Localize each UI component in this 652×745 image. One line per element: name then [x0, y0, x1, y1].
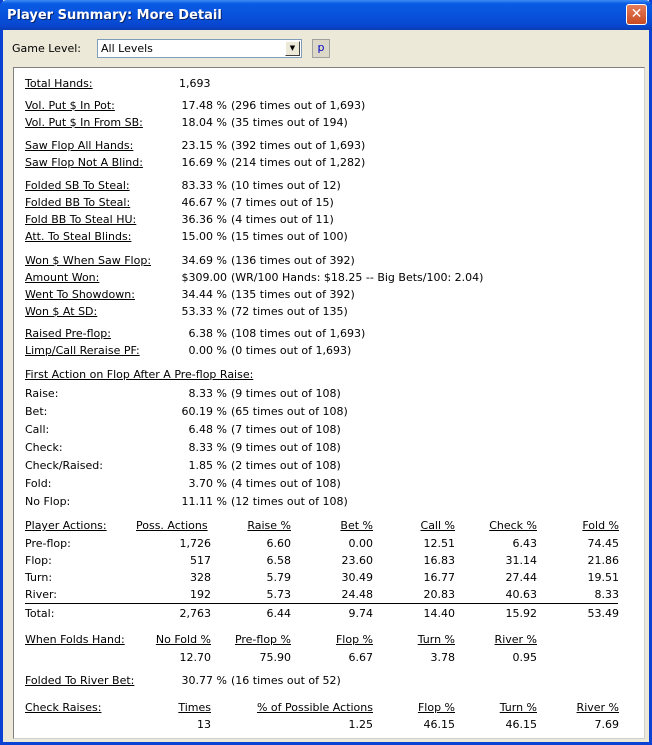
stat-detail: (108 times out of 1,693): [231, 327, 366, 340]
stat-pct: 46.67 %: [181, 196, 227, 209]
first-action-row: [14, 494, 644, 509]
first-action-label: Call:: [25, 423, 50, 436]
table-cell: 75.90: [259, 651, 291, 664]
stat-label[interactable]: Folded To River Bet:: [25, 674, 135, 687]
first-action-row: [14, 458, 644, 473]
table-cell: 6.43: [512, 537, 537, 550]
stat-detail: (15 times out of 100): [231, 230, 348, 243]
col-header[interactable]: River %: [494, 633, 537, 646]
first-action-pct: 3.70 %: [188, 477, 227, 490]
stat-pct: 36.36 %: [181, 213, 227, 226]
table-row: [14, 553, 644, 568]
table-cell: 53.49: [587, 607, 619, 620]
table-cell: 46.15: [505, 718, 537, 731]
table-cell: 9.74: [348, 607, 373, 620]
stat-pct: 15.00 %: [181, 230, 227, 243]
table-cell: Total:: [25, 607, 55, 620]
stat-label[interactable]: Total Hands:: [25, 77, 93, 90]
stat-row-amount-won: [14, 270, 644, 285]
stat-row-folded-bb-steal: [14, 195, 644, 210]
first-action-row: [14, 386, 644, 401]
check-raises-heading[interactable]: Check Raises:: [25, 701, 102, 714]
col-header[interactable]: Turn %: [417, 633, 455, 646]
table-cell: 8.33: [594, 588, 619, 601]
stat-row-fold-bb-steal-hu: [14, 212, 644, 227]
table-cell: 6.44: [266, 607, 291, 620]
table-row: [14, 587, 644, 602]
first-action-detail: (65 times out of 108): [231, 405, 348, 418]
first-action-row: [14, 422, 644, 437]
first-action-label: Check:: [25, 441, 63, 454]
table-cell: 14.40: [423, 607, 455, 620]
player-actions-heading[interactable]: Player Actions:: [25, 519, 107, 532]
stat-pct: 6.38 %: [188, 327, 227, 340]
stat-pct: 34.69 %: [181, 254, 227, 267]
table-cell: Turn:: [25, 571, 53, 584]
table-row: [14, 570, 644, 585]
col-header[interactable]: Flop %: [417, 701, 455, 714]
table-cell: 23.60: [341, 554, 373, 567]
stat-label[interactable]: Fold BB To Steal HU:: [25, 213, 137, 226]
stat-detail: (136 times out of 392): [231, 254, 355, 267]
table-cell: 24.48: [341, 588, 373, 601]
table-cell: 20.83: [423, 588, 455, 601]
table-cell: 2,763: [179, 607, 211, 620]
first-action-label: Check/Raised:: [25, 459, 103, 472]
stat-row-saw-flop-not-blind: [14, 155, 644, 170]
stat-detail: (WR/100 Hands: $18.25 -- Big Bets/100: 2.04): [231, 271, 484, 284]
first-action-row: [14, 476, 644, 491]
stat-row-went-showdown: [14, 287, 644, 302]
stats-panel: [13, 67, 645, 739]
table-cell: 3.78: [430, 651, 455, 664]
first-action-pct: 8.33 %: [188, 387, 227, 400]
stat-detail: (214 times out of 1,282): [231, 156, 366, 169]
player-actions-header: [14, 518, 644, 533]
stat-row-folded-river-bet: [14, 673, 644, 688]
stat-row-total-hands: [14, 76, 644, 91]
stat-detail: (296 times out of 1,693): [231, 99, 366, 112]
stat-label[interactable]: Folded BB To Steal:: [25, 196, 131, 209]
check-raises-values: [14, 717, 644, 732]
first-action-detail: (2 times out of 108): [231, 459, 341, 472]
col-header[interactable]: Raise %: [247, 519, 291, 532]
stat-pct: 0.00 %: [188, 344, 227, 357]
col-header[interactable]: Times: [178, 701, 211, 714]
game-level-value: All Levels: [101, 42, 153, 55]
first-action-label: Raise:: [25, 387, 59, 400]
stat-label[interactable]: Saw Flop All Hands:: [25, 139, 134, 152]
stat-row-folded-sb-steal: [14, 178, 644, 193]
first-action-heading[interactable]: First Action on Flop After A Pre-flop Raise:: [25, 368, 254, 381]
table-cell: 16.77: [423, 571, 455, 584]
table-cell: 21.86: [587, 554, 619, 567]
stat-value: 1,693: [179, 77, 211, 90]
close-icon[interactable]: ✕: [626, 4, 647, 25]
col-header[interactable]: Poss. Actions: [136, 519, 208, 532]
table-cell: Flop:: [25, 554, 52, 567]
col-header[interactable]: No Fold %: [155, 633, 211, 646]
check-raises-header: [14, 700, 644, 715]
col-header[interactable]: Turn %: [499, 701, 537, 714]
table-cell: 192: [190, 588, 211, 601]
stat-label[interactable]: Folded SB To Steal:: [25, 179, 130, 192]
stat-detail: (35 times out of 194): [231, 116, 348, 129]
stat-pct: 23.15 %: [181, 139, 227, 152]
first-action-label: No Flop:: [25, 495, 71, 508]
first-action-heading-row: [14, 367, 644, 382]
table-cell: 5.73: [266, 588, 291, 601]
first-action-pct: 11.11 %: [181, 495, 227, 508]
stat-label[interactable]: Att. To Steal Blinds:: [25, 230, 132, 243]
stat-detail: (4 times out of 11): [231, 213, 334, 226]
table-cell: 6.67: [348, 651, 373, 664]
first-action-label: Fold:: [25, 477, 52, 490]
table-cell: 517: [190, 554, 211, 567]
table-cell: 74.45: [587, 537, 619, 550]
stat-pct: 17.48 %: [181, 99, 227, 112]
table-cell: 19.51: [587, 571, 619, 584]
first-action-detail: (12 times out of 108): [231, 495, 348, 508]
table-total-row: [14, 606, 644, 621]
stat-label[interactable]: Limp/Call Reraise PF:: [25, 344, 140, 357]
stat-pct: 18.04 %: [181, 116, 227, 129]
table-cell: 5.79: [266, 571, 291, 584]
table-cell: 6.60: [266, 537, 291, 550]
first-action-detail: (9 times out of 108): [231, 441, 341, 454]
col-header[interactable]: Bet %: [340, 519, 373, 532]
title-bar[interactable]: [0, 0, 652, 30]
stat-pct: 34.44 %: [181, 288, 227, 301]
col-header[interactable]: Call %: [420, 519, 455, 532]
stat-row-raised-pf: [14, 326, 644, 341]
table-cell: 46.15: [423, 718, 455, 731]
total-divider: [25, 603, 618, 604]
stat-detail: (16 times out of 52): [231, 674, 341, 687]
table-cell: 7.69: [594, 718, 619, 731]
col-header[interactable]: River %: [576, 701, 619, 714]
table-cell: 1,726: [179, 537, 211, 550]
stat-pct: 30.77 %: [181, 674, 227, 687]
chevron-down-icon[interactable]: ▼: [285, 41, 300, 56]
table-cell: 328: [190, 571, 211, 584]
table-cell: 13: [197, 718, 211, 731]
folds-hand-heading[interactable]: When Folds Hand:: [25, 633, 125, 646]
stat-row-limp-call-reraise: [14, 343, 644, 358]
stat-pct: 16.69 %: [181, 156, 227, 169]
stat-pct: 83.33 %: [181, 179, 227, 192]
stat-label[interactable]: Vol. Put $ In Pot:: [25, 99, 115, 112]
table-cell: 30.49: [341, 571, 373, 584]
stat-row-vpip-sb: [14, 115, 644, 130]
table-cell: River:: [25, 588, 58, 601]
first-action-detail: (4 times out of 108): [231, 477, 341, 490]
table-cell: 15.92: [505, 607, 537, 620]
table-cell: 12.70: [179, 651, 211, 664]
toolbar: [3, 30, 649, 64]
table-cell: 40.63: [505, 588, 537, 601]
stat-detail: (7 times out of 15): [231, 196, 334, 209]
folds-hand-header: [14, 632, 644, 647]
stat-label[interactable]: Won $ When Saw Flop:: [25, 254, 152, 267]
col-header[interactable]: Check %: [489, 519, 537, 532]
first-action-row: [14, 440, 644, 455]
first-action-detail: (9 times out of 108): [231, 387, 341, 400]
table-cell: 0.00: [348, 537, 373, 550]
table-cell: 31.14: [505, 554, 537, 567]
game-level-select[interactable]: [97, 39, 302, 58]
col-header[interactable]: Fold %: [582, 519, 619, 532]
stat-detail: (392 times out of 1,693): [231, 139, 366, 152]
table-cell: Pre-flop:: [25, 537, 71, 550]
first-action-pct: 8.33 %: [188, 441, 227, 454]
stat-pct: $309.00: [181, 271, 227, 284]
table-cell: 16.83: [423, 554, 455, 567]
stat-row-won-sd: [14, 304, 644, 319]
stat-row-won-saw-flop: [14, 253, 644, 268]
col-header[interactable]: Pre-flop %: [234, 633, 291, 646]
stat-detail: (72 times out of 135): [231, 305, 348, 318]
table-cell: 6.58: [266, 554, 291, 567]
stat-label[interactable]: Went To Showdown:: [25, 288, 135, 301]
stat-label[interactable]: Won $ At SD:: [25, 305, 98, 318]
game-level-label: Game Level:: [12, 42, 81, 55]
stat-detail: (0 times out of 1,693): [231, 344, 352, 357]
col-header[interactable]: % of Possible Actions: [256, 701, 373, 714]
window-title: Player Summary: More Detail: [7, 8, 222, 23]
table-cell: 12.51: [423, 537, 455, 550]
table-cell: 1.25: [348, 718, 373, 731]
table-row: [14, 536, 644, 551]
stat-pct: 53.33 %: [181, 305, 227, 318]
first-action-pct: 1.85 %: [188, 459, 227, 472]
stat-label[interactable]: Amount Won:: [25, 271, 100, 284]
folds-hand-values: [14, 650, 644, 665]
stat-label[interactable]: Vol. Put $ In From SB:: [25, 116, 143, 129]
stat-row-att-steal: [14, 229, 644, 244]
stat-detail: (135 times out of 392): [231, 288, 355, 301]
table-cell: 0.95: [512, 651, 537, 664]
first-action-pct: 60.19 %: [181, 405, 227, 418]
col-header[interactable]: Flop %: [335, 633, 373, 646]
first-action-pct: 6.48 %: [188, 423, 227, 436]
table-cell: 27.44: [505, 571, 537, 584]
first-action-row: [14, 404, 644, 419]
p-button[interactable]: p: [312, 39, 330, 58]
first-action-detail: (7 times out of 108): [231, 423, 341, 436]
first-action-label: Bet:: [25, 405, 48, 418]
stat-row-saw-flop-all: [14, 138, 644, 153]
stat-detail: (10 times out of 12): [231, 179, 341, 192]
stat-row-vpip: [14, 98, 644, 113]
stat-label[interactable]: Raised Pre-flop:: [25, 327, 111, 340]
stat-label[interactable]: Saw Flop Not A Blind:: [25, 156, 143, 169]
